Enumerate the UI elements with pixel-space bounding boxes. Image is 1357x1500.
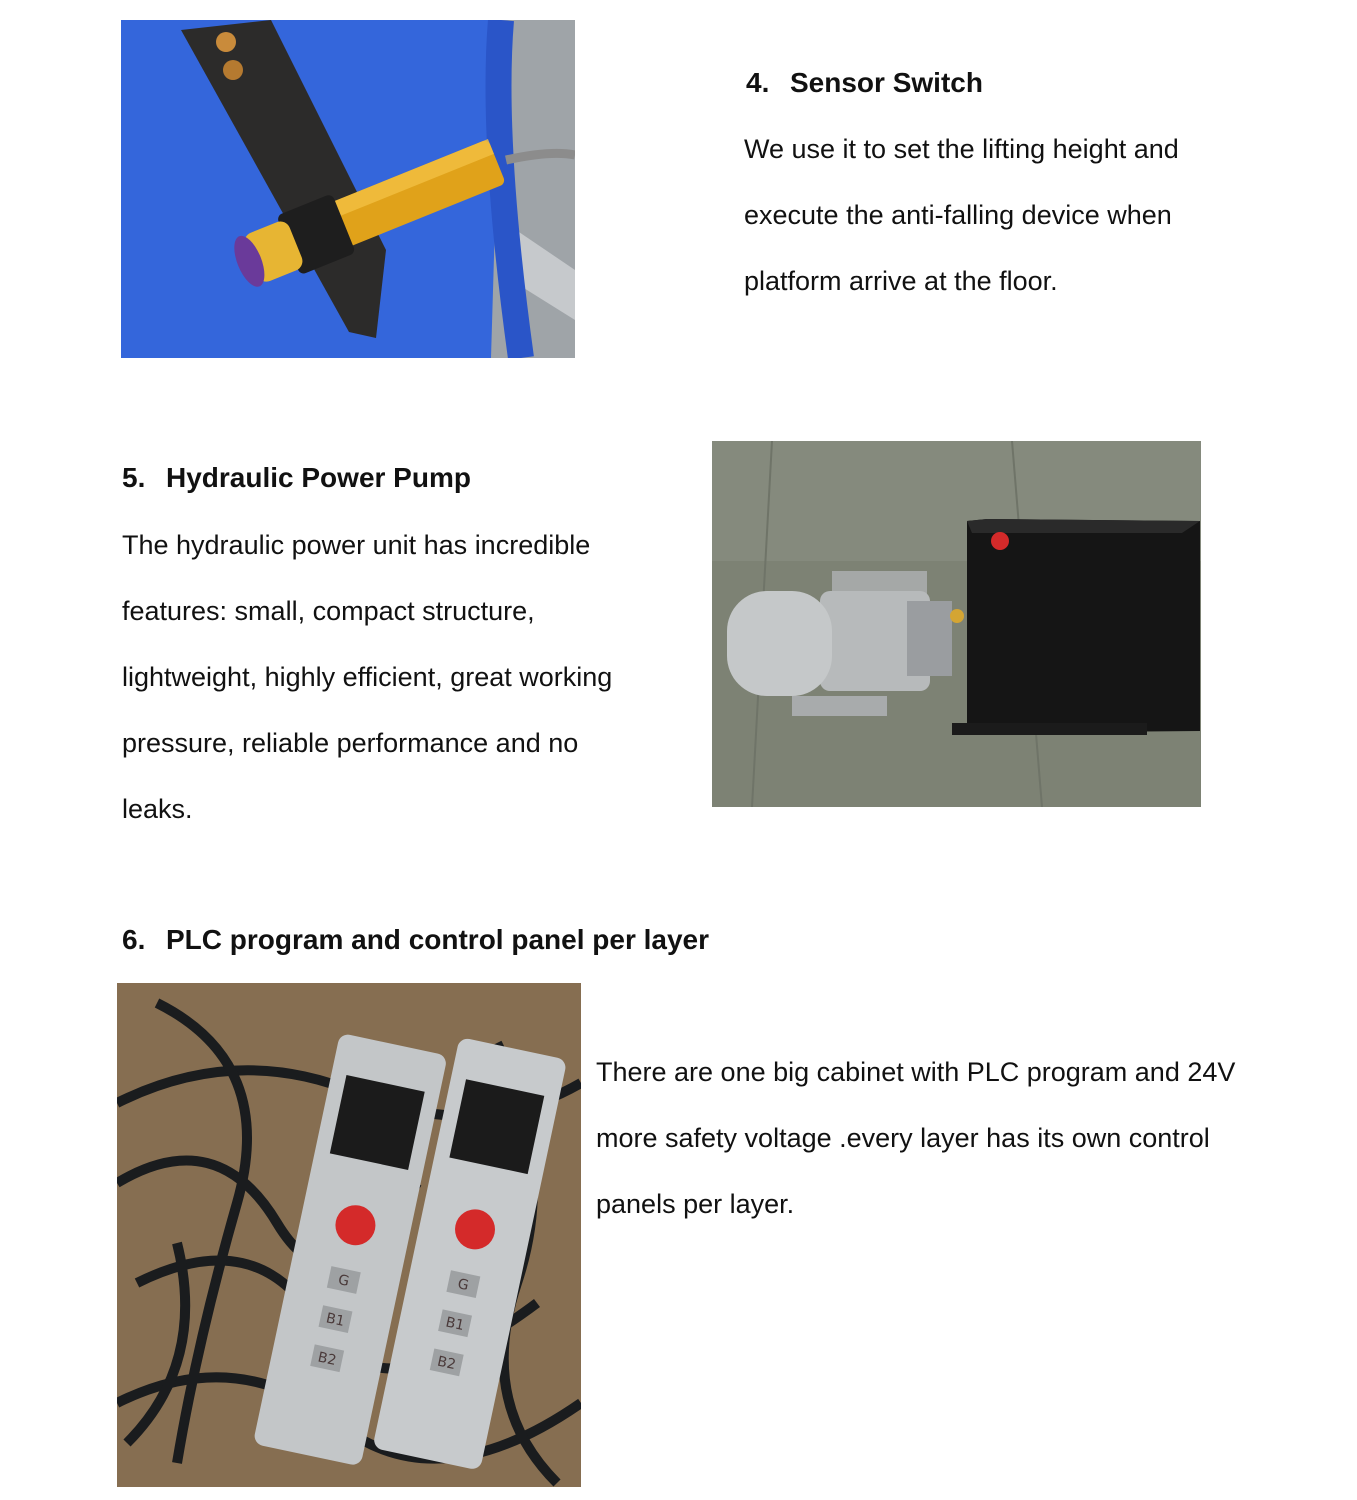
section-5-line: The hydraulic power unit has incredible	[122, 530, 591, 560]
control-panel-photo	[117, 983, 581, 1487]
section-6-line: panels per layer.	[596, 1189, 795, 1219]
section-5-number: 5.	[122, 462, 146, 493]
section-6-heading	[122, 926, 709, 954]
section-4-line: We use it to set the lifting height and	[744, 134, 1179, 164]
section-5-heading	[122, 464, 471, 492]
panel-1-button-b1: B1	[324, 1310, 346, 1330]
section-4-heading	[746, 69, 983, 97]
section-6-title: PLC program and control panel per layer	[166, 924, 710, 955]
section-4-line: platform arrive at the floor.	[744, 266, 1058, 296]
section-5-line: features: small, compact structure,	[122, 596, 535, 626]
panel-1-button-g: G	[336, 1272, 351, 1290]
panel-1-button-b2: B2	[316, 1349, 338, 1369]
section-5-title: Hydraulic Power Pump	[166, 462, 471, 493]
section-6-number: 6.	[122, 924, 146, 955]
sensor-switch-photo	[121, 20, 575, 358]
section-4-number: 4.	[746, 67, 770, 98]
section-5-description	[122, 512, 612, 842]
section-5-line: leaks.	[122, 794, 193, 824]
section-5-line: lightweight, highly efficient, great working	[122, 662, 613, 692]
hydraulic-pump-photo	[712, 441, 1201, 807]
section-4-description	[744, 116, 1179, 314]
section-6-description	[596, 1039, 1235, 1237]
section-6-line: There are one big cabinet with PLC program and 24V	[596, 1057, 1236, 1087]
section-5-line: pressure, reliable performance and no	[122, 728, 579, 758]
section-4-title: Sensor Switch	[790, 67, 983, 98]
panel-2-button-g: G	[456, 1276, 471, 1295]
section-6-line: more safety voltage .every layer has its own control	[596, 1123, 1210, 1153]
panel-2-button-b2: B2	[435, 1353, 458, 1374]
section-4-line: execute the anti-falling device when	[744, 200, 1172, 230]
panel-2-button-b1: B1	[444, 1314, 466, 1334]
